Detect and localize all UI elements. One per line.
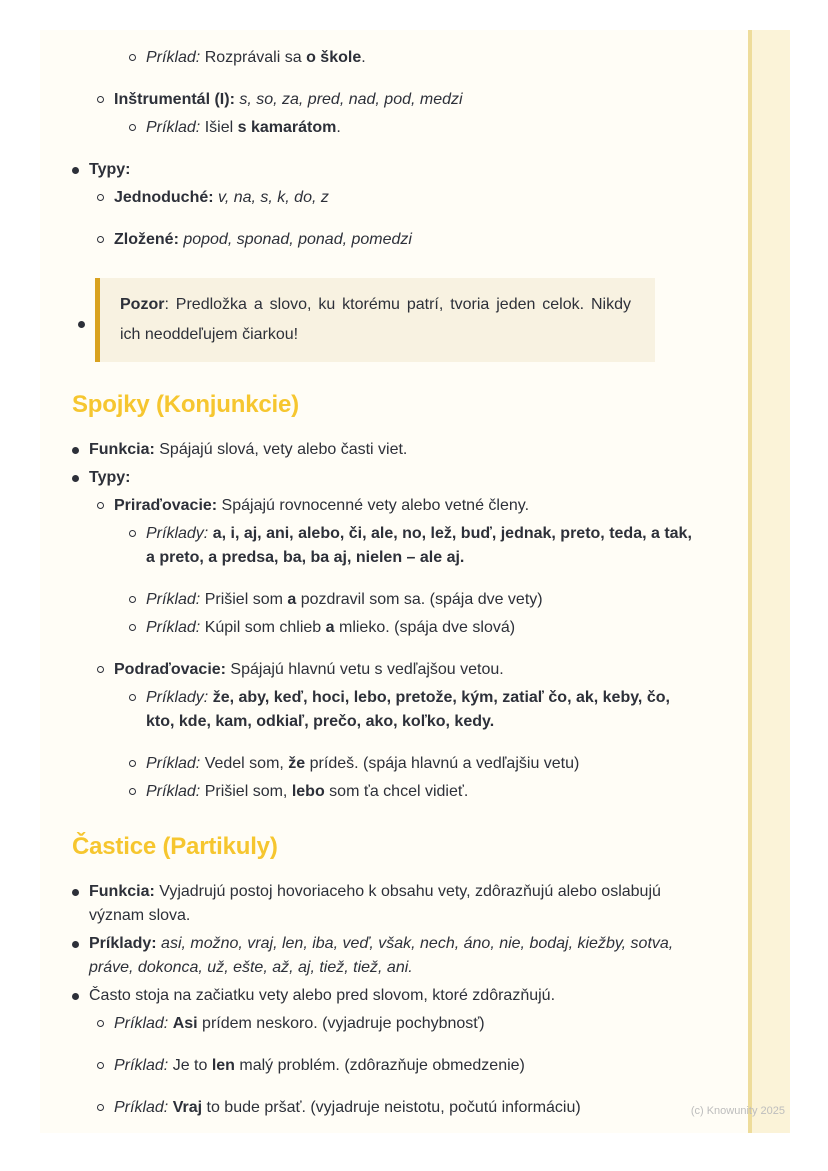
- list-item-text: [89, 932, 698, 980]
- list-item: [129, 588, 698, 612]
- list-item: [129, 46, 698, 70]
- list-item-text: [89, 466, 698, 490]
- list-item-text: [146, 522, 698, 570]
- text-run: Príklady:: [89, 935, 157, 952]
- text-run: a, i, aj, ani, alebo, či, ale, no, lež, buď, jednak, preto, teda, a tak, a preto, a predsa, ba, ba aj, nielen – ale aj.: [146, 525, 692, 566]
- circle-bullet-icon: [129, 760, 136, 767]
- callout-box: [95, 278, 655, 362]
- text-run: Prišiel som,: [200, 783, 292, 800]
- text-run: Je to: [168, 1057, 212, 1074]
- list-item: [97, 494, 698, 518]
- list-item-text: [114, 1012, 698, 1036]
- circle-bullet-icon: [97, 236, 104, 243]
- circle-bullet-icon: [97, 502, 104, 509]
- list-item-text: [146, 46, 698, 70]
- bullet-icon: [72, 475, 79, 482]
- text-run: Išiel: [200, 119, 238, 136]
- text-run: prídeš. (spája hlavnú a vedľajšiu vetu): [305, 755, 580, 772]
- text-run: Asi: [172, 1015, 198, 1032]
- text-run: Príklad:: [114, 1057, 169, 1074]
- text-run: : Predložka a slovo, ku ktorému patrí, tvoria jeden celok. Nikdy ich neoddeľujem čiarkou!: [120, 296, 631, 343]
- circle-bullet-icon: [97, 1020, 104, 1027]
- text-run: s kamarátom: [237, 119, 337, 136]
- circle-bullet-icon: [97, 96, 104, 103]
- list-item-text: [146, 616, 698, 640]
- circle-bullet-icon: [97, 666, 104, 673]
- text-run: Vedel som,: [200, 755, 289, 772]
- text-run: Jednoduché:: [114, 189, 214, 206]
- text-run: Často stoja na začiatku vety alebo pred slovom, ktoré zdôrazňujú.: [89, 987, 556, 1004]
- list-item-text: [114, 1054, 698, 1078]
- section-heading: Častice (Partikuly): [72, 833, 278, 860]
- text-run: Príklady:: [146, 689, 209, 706]
- text-run: malý problém. (zdôrazňuje obmedzenie): [234, 1057, 525, 1074]
- text-run: že, aby, keď, hoci, lebo, pretože, kým, zatiaľ čo, ak, keby, čo, kto, kde, kam, odkiaľ, prečo, ako, koľko, kedy.: [146, 689, 670, 730]
- list-item-text: [89, 158, 698, 182]
- text-run: Príklad:: [146, 619, 201, 636]
- list-item: [72, 466, 698, 490]
- text-run: som ťa chcel vidieť.: [324, 783, 469, 800]
- bullet-icon: [72, 941, 79, 948]
- list-item: [97, 228, 698, 252]
- list-item: [72, 158, 698, 182]
- list-item-text: [146, 686, 698, 734]
- list-item-text: [114, 658, 698, 682]
- text-run: Funkcia:: [89, 441, 155, 458]
- text-run: Príklad:: [146, 591, 201, 608]
- list-item: [129, 116, 698, 140]
- text-run: Kúpil som chlieb: [200, 619, 326, 636]
- text-run: Pozor: [120, 296, 165, 313]
- text-run: Príklad:: [146, 783, 201, 800]
- list-item-text: [146, 752, 698, 776]
- text-run: že: [288, 755, 306, 772]
- circle-bullet-icon: [97, 194, 104, 201]
- list-item-text: [114, 1096, 698, 1120]
- list-item: [72, 984, 698, 1008]
- circle-bullet-icon: [129, 788, 136, 795]
- circle-bullet-icon: [129, 124, 136, 131]
- text-run: Spájajú hlavnú vetu s vedľajšou vetou.: [225, 661, 504, 678]
- circle-bullet-icon: [97, 1062, 104, 1069]
- list-item: [72, 880, 698, 928]
- text-run: Príklady:: [146, 525, 209, 542]
- list-item-text: [114, 228, 698, 252]
- text-run: Vraj: [172, 1099, 203, 1116]
- list-item-text: [114, 186, 698, 210]
- list-item: [129, 616, 698, 640]
- text-run: to bude pršať. (vyjadruje neistotu, počutú informáciu): [202, 1099, 581, 1116]
- text-run: Priraďovacie:: [114, 497, 218, 514]
- bullet-icon: [72, 889, 79, 896]
- circle-bullet-icon: [129, 530, 136, 537]
- text-run: Príklad:: [146, 755, 201, 772]
- text-run: v, na, s, k, do, z: [213, 189, 329, 206]
- list-item: [129, 752, 698, 776]
- text-run: Vyjadrujú postoj hovoriaceho k obsahu vety, zdôrazňujú alebo oslabujú význam slova.: [89, 883, 661, 924]
- text-run: prídem neskoro. (vyjadruje pochybnosť): [197, 1015, 485, 1032]
- list-item-text: [146, 780, 698, 804]
- list-item-text: [114, 88, 698, 112]
- circle-bullet-icon: [97, 1104, 104, 1111]
- text-run: Príklad:: [146, 49, 201, 66]
- callout-item: [78, 278, 698, 362]
- list-item-text: [146, 588, 698, 612]
- text-run: popod, sponad, ponad, pomedzi: [178, 231, 412, 248]
- text-run: Príklad:: [146, 119, 201, 136]
- text-run: mlieko. (spája dve slová): [334, 619, 516, 636]
- text-run: Typy:: [89, 469, 131, 486]
- text-run: Príklad:: [114, 1099, 169, 1116]
- bullet-icon: [72, 993, 79, 1000]
- list-item-text: [146, 116, 698, 140]
- text-run: Rozprávali sa: [200, 49, 307, 66]
- text-run: .: [336, 119, 341, 136]
- circle-bullet-icon: [129, 694, 136, 701]
- list-item: [97, 1054, 698, 1078]
- callout-text: [120, 290, 631, 350]
- document-page: [40, 30, 790, 1133]
- list-item: [129, 686, 698, 734]
- text-run: lebo: [291, 783, 325, 800]
- list-item-text: [89, 438, 698, 462]
- text-run: Funkcia:: [89, 883, 155, 900]
- list-item: [97, 1096, 698, 1120]
- text-run: a: [325, 619, 335, 636]
- list-item: [97, 88, 698, 112]
- circle-bullet-icon: [129, 596, 136, 603]
- circle-bullet-icon: [129, 624, 136, 631]
- list-item: [72, 438, 698, 462]
- text-run: .: [361, 49, 366, 66]
- text-run: Inštrumentál (I):: [114, 91, 235, 108]
- section-heading: Spojky (Konjunkcie): [72, 391, 299, 418]
- text-run: Spájajú rovnocenné vety alebo vetné členy.: [217, 497, 530, 514]
- text-run: Typy:: [89, 161, 131, 178]
- text-run: Príklad:: [114, 1015, 169, 1032]
- list-item: [72, 932, 698, 980]
- text-run: Zložené:: [114, 231, 179, 248]
- text-run: o škole: [306, 49, 362, 66]
- list-item-text: [114, 494, 698, 518]
- text-run: len: [211, 1057, 235, 1074]
- text-run: asi, možno, vraj, len, iba, veď, však, nech, áno, nie, bodaj, kiežby, sotva, práve, dokonca, už, ešte, až, aj, tiež, tiež, ani.: [89, 935, 674, 976]
- list-item: [97, 186, 698, 210]
- bullet-icon: [78, 321, 85, 328]
- bullet-icon: [72, 167, 79, 174]
- text-run: a: [287, 591, 297, 608]
- copyright-footer: (c) Knowunity 2025: [690, 1105, 785, 1117]
- list-item: [97, 658, 698, 682]
- list-item-text: [89, 984, 698, 1008]
- list-item: [129, 780, 698, 804]
- document-content: [40, 30, 790, 1120]
- list-item: [129, 522, 698, 570]
- text-run: Spájajú slová, vety alebo časti viet.: [154, 441, 408, 458]
- list-item: [97, 1012, 698, 1036]
- bullet-icon: [72, 447, 79, 454]
- list-item-text: [89, 880, 698, 928]
- text-run: pozdravil som sa. (spája dve vety): [296, 591, 543, 608]
- text-run: s, so, za, pred, nad, pod, medzi: [234, 91, 463, 108]
- text-run: Podraďovacie:: [114, 661, 226, 678]
- circle-bullet-icon: [129, 54, 136, 61]
- text-run: Prišiel som: [200, 591, 288, 608]
